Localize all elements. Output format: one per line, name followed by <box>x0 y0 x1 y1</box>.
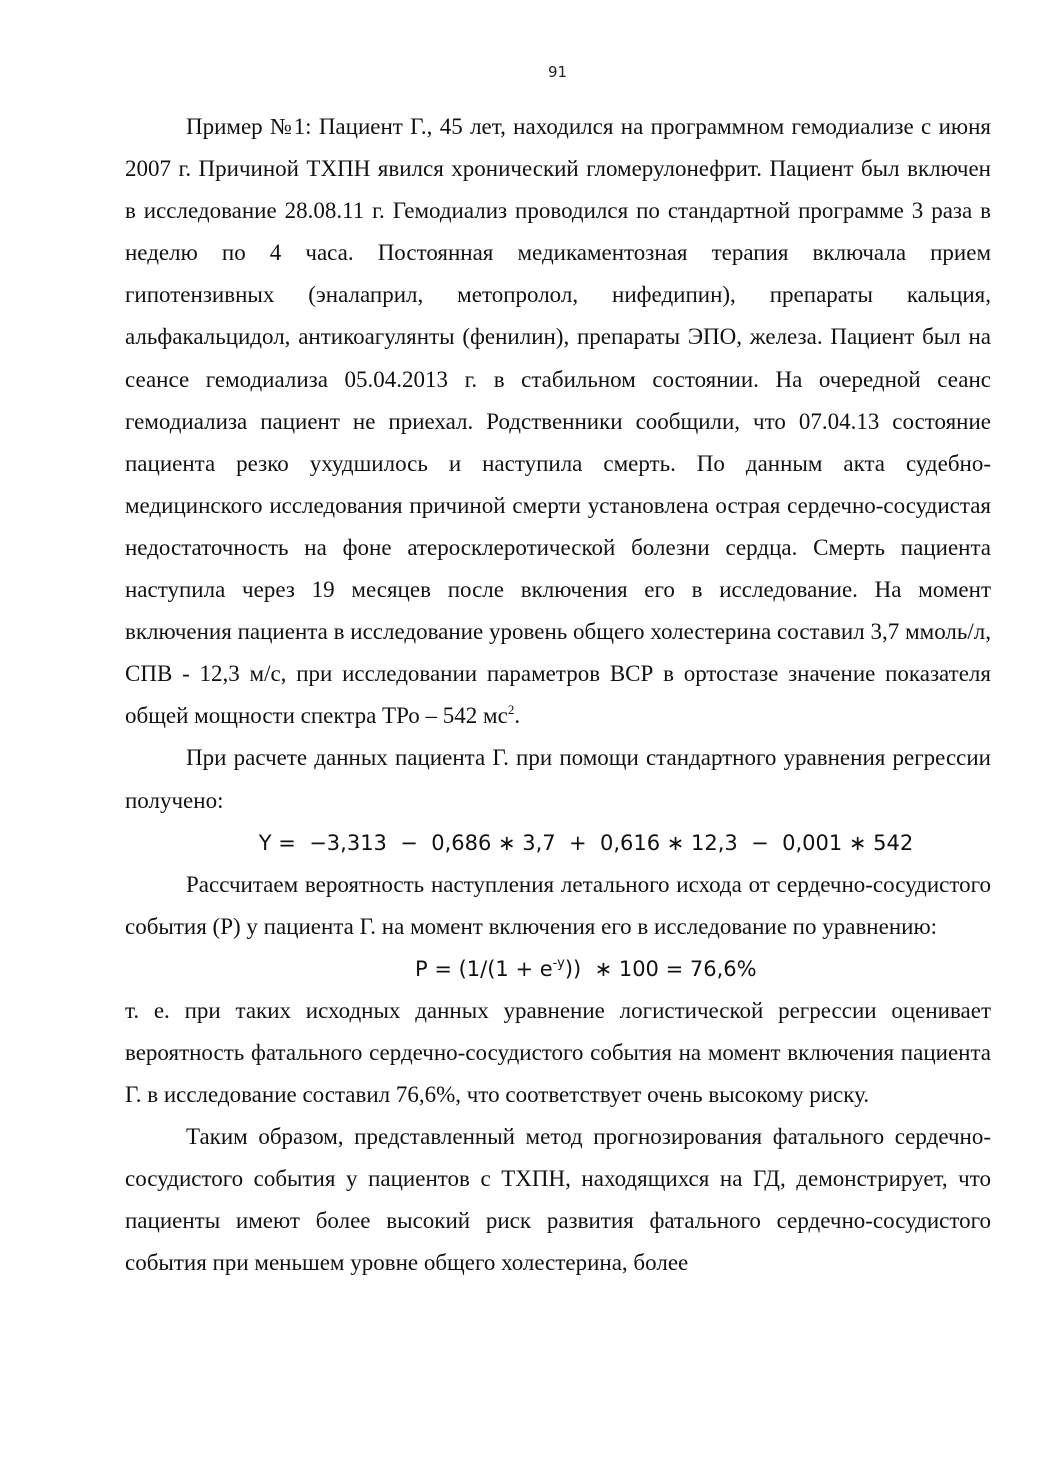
unit-superscript: 2 <box>507 702 515 718</box>
paragraph-example-case-text: Пример №1: Пациент Г., 45 лет, находился на программном гемодиализе с июня 2007 г. Причиной ТХПН явился хронический гломерулонефрит. Пациент был включен в исследование 28.08.11 г. Гемодиализ проводился по стандартной программе 3 раза в неделю по 4 часа. Постоянная медикаментозная терапия включала прием гипотензивных (эналаприл, метопролол, нифедипин), препараты кальция, альфакальцидол, антикоагулянты (фенилин), препараты ЭПО, железа. Пациент был на сеансе гемодиализа 05.04.2013 г. в стабильном состоянии. На очередной сеанс гемодиализа пациент не приехал. Родственники сообщили, что 07.04.13 состояние пациента резко ухудшилось и наступила смерть. По данным акта судебно-медицинского исследования причиной смерти установлена острая сердечно-сосудистая недостаточность на фоне атеросклеротической болезни сердца. Смерть пациента наступила через 19 месяцев после включения его в исследование. На момент включения пациента в исследование уровень общего холестерина составил 3,7 ммоль/л, СПВ - 12,3 м/с, при исследовании параметров ВСР в ортостазе значение показателя общей мощности спектра ТРо – 542 мс <box>125 114 991 729</box>
paragraph-example-case-end: . <box>514 703 521 729</box>
probability-equation-exponent: -y <box>552 955 565 971</box>
paragraph-regression-intro: При расчете данных пациента Г. при помощи стандартного уравнения регрессии получено: <box>125 745 991 813</box>
page-number: 91 <box>547 63 568 81</box>
paragraph-interpretation: т. е. при таких исходных данных уравнение логистической регрессии оценивает вероятность фатального сердечно-сосудистого события на момент включения пациента Г. в исследование составил 76,6%, что соответствует очень высокому риску. <box>125 997 991 1107</box>
probability-equation-prefix: P = (1/(1 + e <box>415 956 553 981</box>
probability-equation <box>125 948 991 990</box>
document-body <box>125 106 991 1284</box>
paragraph-conclusion: Таким образом, представленный метод прогнозирования фатального сердечно-сосудистого события у пациентов с ТХПН, находящихся на ГД, демонстрирует, что пациенты имеют более высокий риск развития фатального сердечно-сосудистого события при меньшем уровне общего холестерина, более <box>125 1124 991 1276</box>
paragraph-probability-intro: Рассчитаем вероятность наступления летального исхода от сердечно-сосудистого события (Р) у пациента Г. на момент включения его в исследование по уравнению: <box>125 871 991 939</box>
paragraph-example-case <box>125 106 991 737</box>
regression-equation: Y = −3,313 − 0,686 ∗ 3,7 + 0,616 ∗ 12,3 − 0,001 ∗ 542 <box>258 830 914 855</box>
probability-equation-suffix: )) ∗ 100 = 76,6% <box>564 956 757 981</box>
